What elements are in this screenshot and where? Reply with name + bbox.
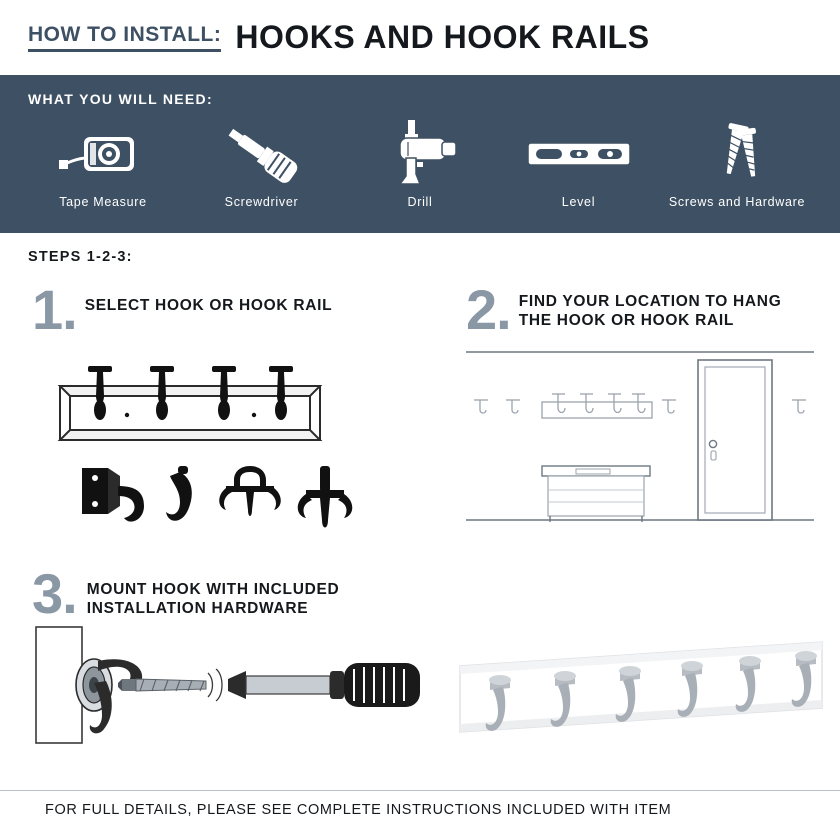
screws-icon xyxy=(662,115,812,193)
step-2-number: 2. xyxy=(466,278,511,341)
tool-label: Drill xyxy=(407,195,433,209)
drill-icon xyxy=(345,115,495,193)
hook-screw-screwdriver-illustration xyxy=(32,621,442,766)
header-pre-title: HOW TO INSTALL: xyxy=(28,23,221,52)
what-you-will-need-section xyxy=(0,75,840,233)
header xyxy=(0,0,840,75)
tool-label: Tape Measure xyxy=(59,195,147,209)
screwdriver-icon xyxy=(187,115,337,193)
footer-divider xyxy=(0,790,840,791)
tools-list xyxy=(28,115,812,209)
footer-text: FOR FULL DETAILS, PLEASE SEE COMPLETE INSTRUCTIONS INCLUDED WITH ITEM xyxy=(45,802,672,818)
tool-label: Screwdriver xyxy=(224,195,299,209)
finished-hook-rail-illustration xyxy=(450,620,830,765)
steps-title: STEPS 1-2-3: xyxy=(28,249,133,265)
step-2-heading: FIND YOUR LOCATION TO HANG THE HOOK OR HOOK RAIL xyxy=(518,293,782,330)
tool-item xyxy=(345,115,495,209)
step-3-number: 3. xyxy=(32,562,77,625)
page-title: HOOKS AND HOOK RAILS xyxy=(235,19,650,55)
tool-item xyxy=(662,115,812,209)
step-2 xyxy=(466,278,816,539)
step-1-number: 1. xyxy=(32,278,77,341)
wall-location-illustration xyxy=(466,344,816,539)
step-3 xyxy=(32,562,442,766)
tape-measure-icon xyxy=(28,115,178,193)
level-icon xyxy=(504,115,654,193)
tool-item xyxy=(187,115,337,209)
step-3-heading: MOUNT HOOK WITH INCLUDED INSTALLATION HARDWARE xyxy=(86,581,340,618)
step-1-heading: SELECT HOOK OR HOOK RAIL xyxy=(84,297,333,314)
needs-title: WHAT YOU WILL NEED: xyxy=(28,91,213,107)
tool-item xyxy=(504,115,654,209)
tool-label: Level xyxy=(561,195,596,209)
tool-label: Screws and Hardware xyxy=(668,195,806,209)
hook-rail-and-hooks-illustration xyxy=(32,340,432,565)
step-1 xyxy=(32,278,432,565)
tool-item xyxy=(28,115,178,209)
